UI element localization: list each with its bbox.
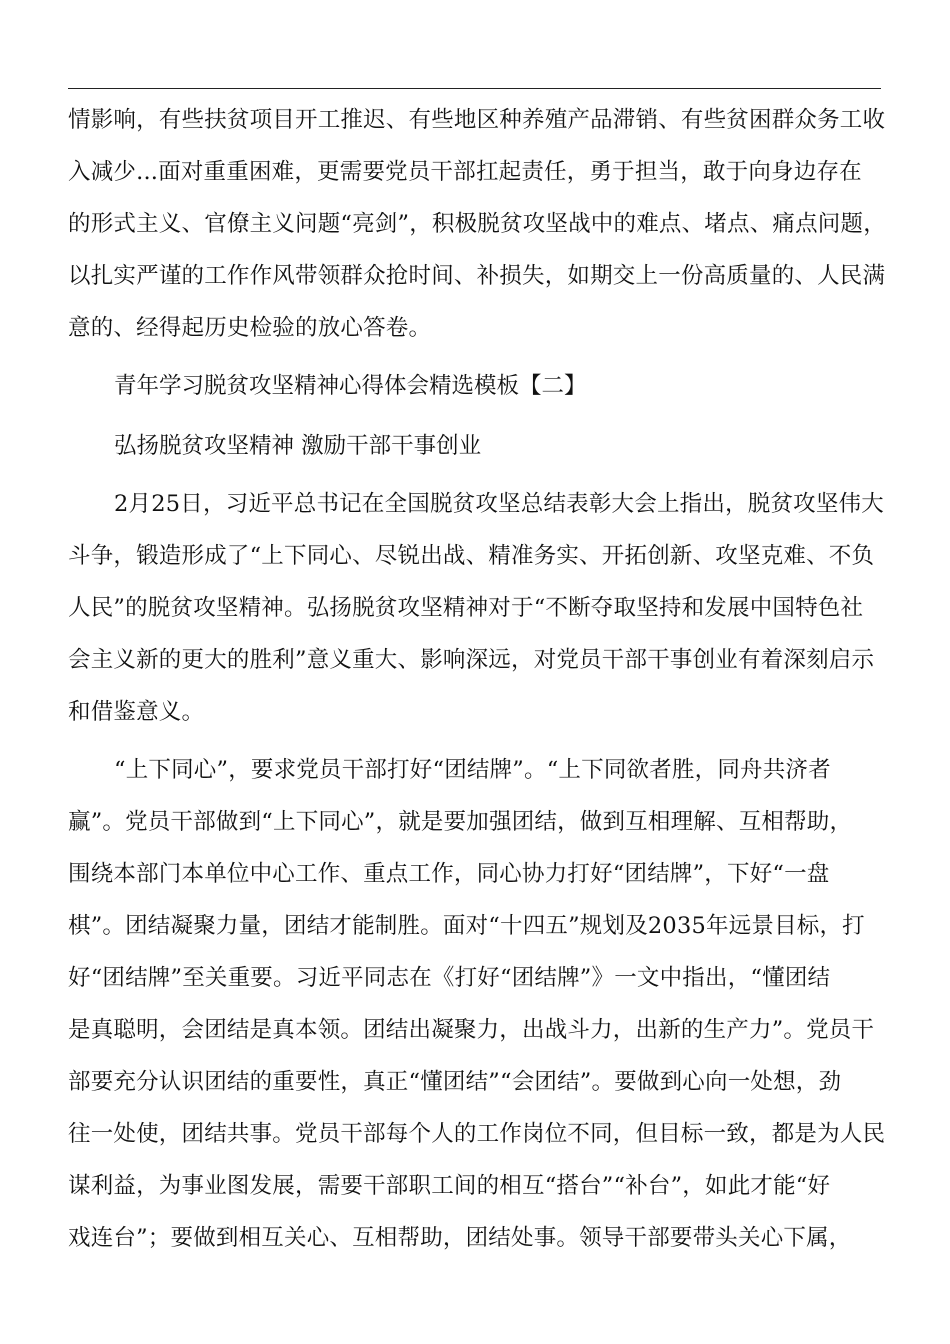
text-line: 情影响，有些扶贫项目开工推迟、有些地区种养殖产品滞销、有些贫困群众务工收 xyxy=(68,107,886,133)
paragraph-3 xyxy=(68,744,890,1264)
text-line: “上下同心”，要求党员干部打好“团结牌”。“上下同欲者胜，同舟共济者 xyxy=(114,757,831,783)
text-line: 以扎实严谨的工作作风带领群众抢时间、补损失，如期交上一份高质量的、人民满 xyxy=(68,263,886,289)
text-line: 围绕本部门本单位中心工作、重点工作，同心协力打好“团结牌”，下好“一盘 xyxy=(68,861,830,887)
document-body xyxy=(68,94,890,1264)
text-line: 部要充分认识团结的重要性，真正“懂团结”“会团结”。要做到心向一处想，劲 xyxy=(68,1069,842,1095)
text-line: 谋利益，为事业图发展，需要干部职工间的相互“搭台”“补台”，如此才能“好 xyxy=(68,1173,831,1199)
text-line: 好“团结牌”至关重要。习近平同志在《打好“团结牌”》一文中指出，“懂团结 xyxy=(68,965,831,991)
text-line: 会主义新的更大的胜利”意义重大、影响深远，对党员干部干事创业有着深刻启示 xyxy=(68,647,875,673)
paragraph-2 xyxy=(68,478,890,738)
text-line: 往一处使，团结共事。党员干部每个人的工作岗位不同，但目标一致，都是为人民 xyxy=(68,1121,886,1147)
section-title: 青年学习脱贫攻坚精神心得体会精选模板【二】 xyxy=(114,373,587,399)
text-line: 是真聪明，会团结是真本领。团结出凝聚力，出战斗力，出新的生产力”。党员干 xyxy=(68,1017,875,1043)
text-line: 斗争，锻造形成了“上下同心、尽锐出战、精准务实、开拓创新、攻坚克难、不负 xyxy=(68,543,875,569)
text-line: 戏连台”；要做到相互关心、互相帮助，团结处事。领导干部要带头关心下属， xyxy=(68,1225,852,1251)
text-line: 赢”。党员干部做到“上下同心”，就是要加强团结，做到互相理解、互相帮助， xyxy=(68,809,853,835)
spacer xyxy=(68,412,890,420)
text-line: 的形式主义、官僚主义问题“亮剑”，积极脱贫攻坚战中的难点、堵点、痛点问题， xyxy=(68,211,886,237)
text-line: 入减少...面对重重困难，更需要党员干部扛起责任，勇于担当，敢于向身边存在 xyxy=(68,159,862,185)
article-title: 弘扬脱贫攻坚精神 激励干部干事创业 xyxy=(114,433,482,459)
text-line: 意的、经得起历史检验的放心答卷。 xyxy=(68,315,432,341)
paragraph-1 xyxy=(68,94,890,354)
text-line: 和借鉴意义。 xyxy=(68,699,205,725)
text-line: 人民”的脱贫攻坚精神。弘扬脱贫攻坚精神对于“不断夺取坚持和发展中国特色社 xyxy=(68,595,864,621)
text-line: 2月25日，习近平总书记在全国脱贫攻坚总结表彰大会上指出，脱贫攻坚伟大 xyxy=(114,491,884,517)
header-rule xyxy=(68,88,881,89)
text-line: 棋”。团结凝聚力量，团结才能制胜。面对“十四五”规划及2035年远景目标，打 xyxy=(68,913,865,939)
